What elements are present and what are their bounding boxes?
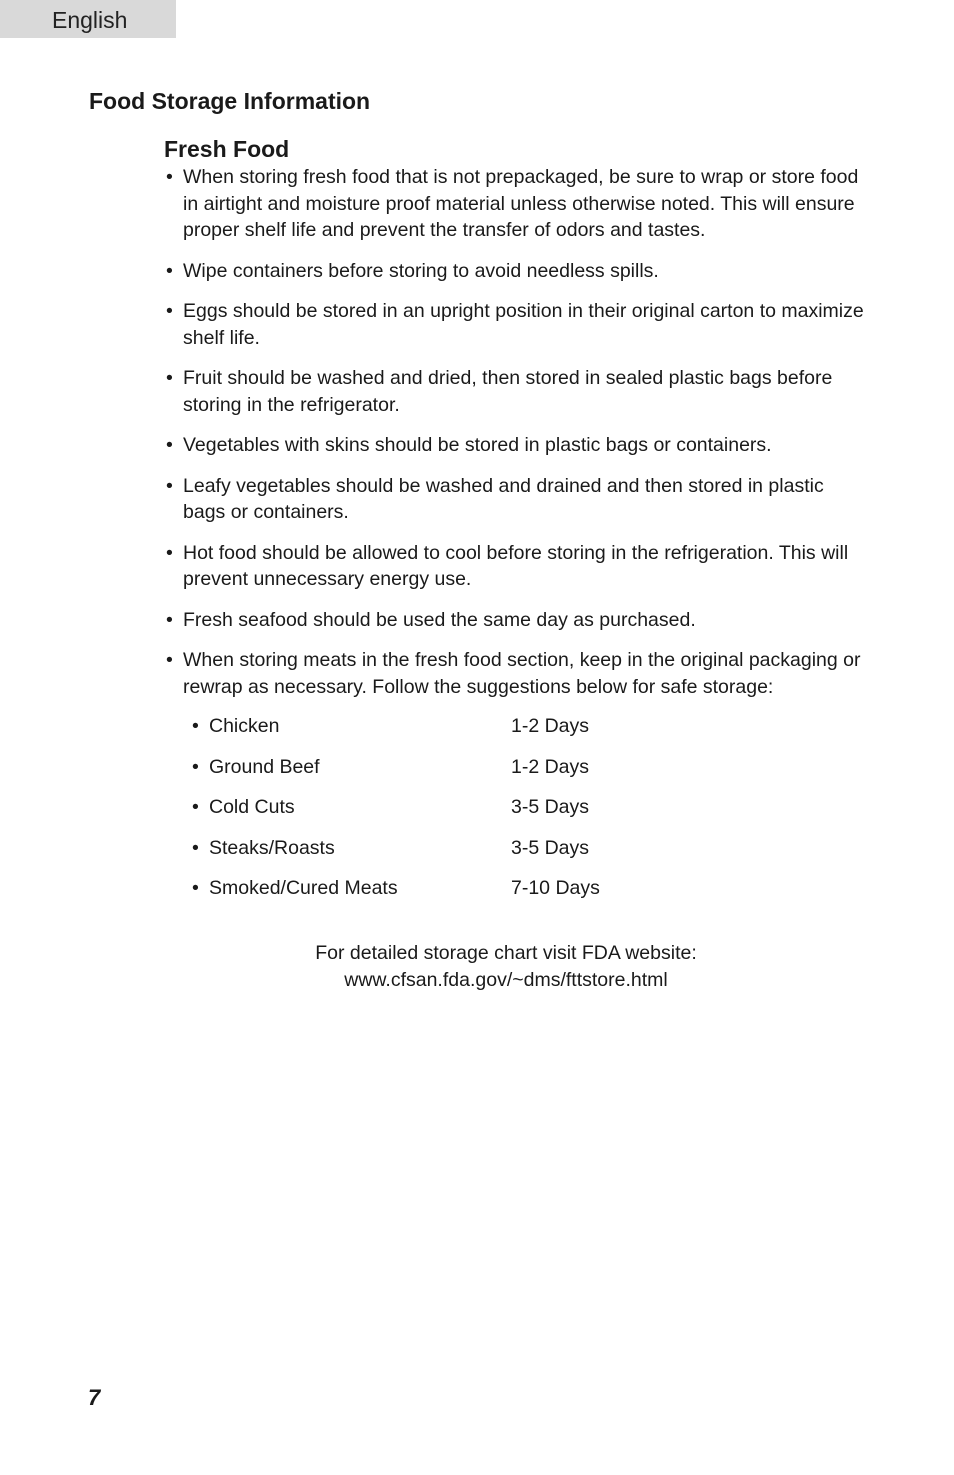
meat-name: • Smoked/Cured Meats [209,877,398,899]
section-title: Food Storage Information [89,88,371,114]
list-item: • Wipe containers before storing to avoid needless spills. [164,258,864,285]
meat-name: • Ground Beef [209,755,320,778]
meat-row [183,713,864,754]
meat-row [183,754,864,795]
list-item: • Hot food should be allowed to cool before storing in the refrigeration. This will prevent unnecessary energy use. [164,540,864,593]
meat-row [183,794,864,835]
fda-note-line: For detailed storage chart visit FDA website: [315,942,697,964]
meat-name: • Cold Cuts [209,796,295,818]
fda-website-link[interactable]: www.cfsan.fda.gov/~dms/fttstore.html [344,968,668,991]
meat-days: 7-10 Days [511,877,600,899]
list-item: • Leafy vegetables should be washed and drained and then stored in plastic bags or containers. [164,473,864,526]
fresh-food-tips-list [164,164,864,930]
meat-row [183,835,864,876]
list-item: • Eggs should be stored in an upright position in their original carton to maximize shelf life. [164,298,864,351]
meat-days: 1-2 Days [511,755,590,778]
fda-note [164,940,848,993]
meat-name: • Steaks/Roasts [209,836,335,859]
list-item: • Vegetables with skins should be stored in plastic bags or containers. [164,432,864,459]
list-item-meats [164,647,864,916]
meat-days: 3-5 Days [511,796,590,818]
meat-name: • Chicken [209,715,280,737]
meat-days: 3-5 Days [511,836,590,859]
meat-storage-list [183,713,864,916]
sub-title: Fresh Food [164,136,290,162]
list-item-text: When storing meats in the fresh food section, keep in the original packaging or rewrap as necessary. Follow the suggestions below for safe storage: [183,649,861,698]
list-item: • When storing fresh food that is not prepackaged, be sure to wrap or store food in airtight and moisture proof material unless otherwise noted. This will ensure proper shelf life and prevent the transfer of odors and tastes. [164,164,864,244]
language-tab: English [0,0,176,38]
meat-row [183,875,864,916]
list-item: • Fresh seafood should be used the same day as purchased. [164,607,864,634]
list-item: • Fruit should be washed and dried, then stored in sealed plastic bags before storing in the refrigerator. [164,365,864,418]
page-number: 7 [88,1385,101,1410]
meat-days: 1-2 Days [511,715,590,737]
